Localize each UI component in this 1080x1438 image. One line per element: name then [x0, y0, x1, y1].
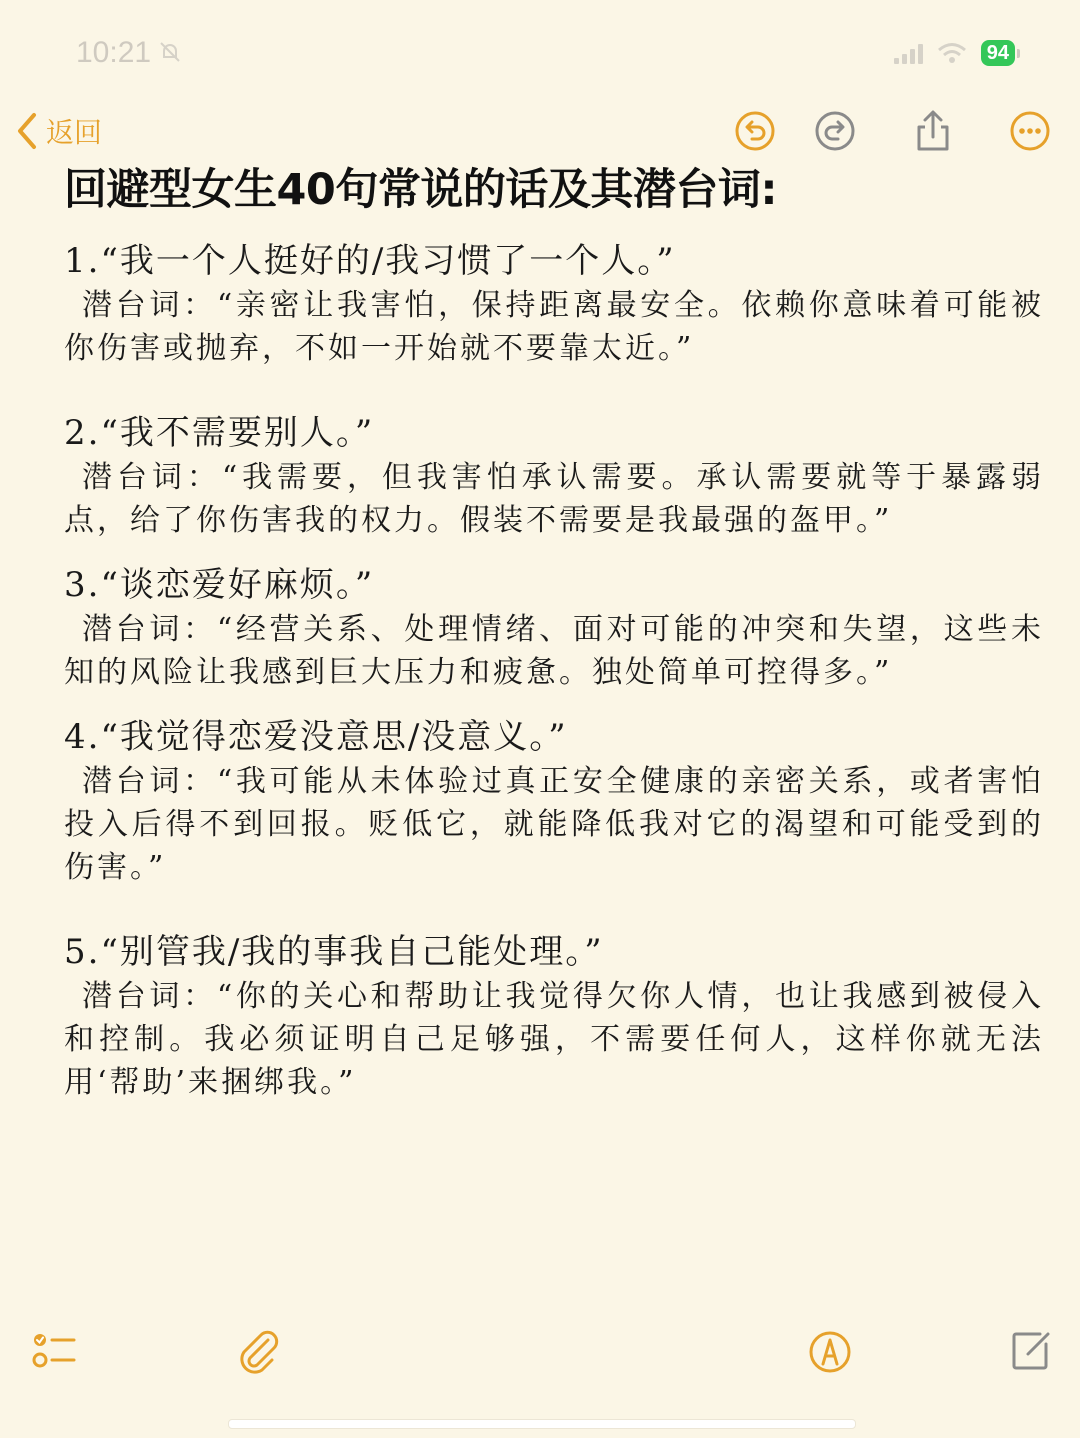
subtext-body: “我需要，但我害怕承认需要。承认需要就等于暴露弱点，给了你伤害我的权力。假装不需要是我最强的盔甲。”: [64, 460, 1045, 538]
entry-quote: 4.“我觉得恋爱没意思/没意义。”: [64, 717, 568, 757]
subtext-body: “经营关系、处理情绪、面对可能的冲突和失望，这些未知的风险让我感到巨大压力和疲惫。独处简单可控得多。”: [64, 612, 1044, 690]
home-indicator[interactable]: [228, 1419, 856, 1429]
note-body[interactable]: [64, 160, 1044, 1124]
attachment-icon[interactable]: [232, 1326, 282, 1376]
share-icon[interactable]: [911, 109, 955, 153]
battery-level: 94: [981, 40, 1015, 66]
chevron-left-icon: [14, 111, 40, 151]
note-entry: [64, 714, 1044, 889]
status-bar: [0, 0, 1080, 100]
status-time: 10:21: [76, 36, 152, 69]
back-button[interactable]: [14, 111, 102, 151]
note-entry: [64, 410, 1044, 542]
do-not-disturb-icon: [158, 40, 182, 64]
battery-icon: [1017, 49, 1020, 58]
status-right: [894, 40, 1020, 66]
subtext-label: 潜台词：: [82, 460, 222, 495]
entry-subtext: [64, 284, 1044, 370]
entry-quote: 5.“别管我/我的事我自己能处理。”: [64, 932, 604, 972]
entry-subtext: [64, 456, 1044, 542]
subtext-body: “你的关心和帮助让我觉得欠你人情，也让我感到被侵入和控制。我必须证明自己足够强，不需要任何人，这样你就无法用‘帮助’来捆绑我。”: [64, 979, 1044, 1100]
subtext-body: “亲密让我害怕，保持距离最安全。依赖你意味着可能被你伤害或抛弃，不如一开始就不要靠太近。”: [64, 288, 1044, 366]
note-entry: [64, 238, 1044, 370]
note-entry: [64, 562, 1044, 694]
entry-quote: 2.“我不需要别人。”: [64, 413, 375, 453]
subtext-label: 潜台词：: [82, 764, 217, 799]
checklist-icon[interactable]: [30, 1326, 80, 1376]
redo-icon[interactable]: [813, 109, 857, 153]
subtext-label: 潜台词：: [82, 979, 217, 1014]
entry-quote: 3.“谈恋爱好麻烦。”: [64, 565, 375, 605]
toolbar: [0, 105, 1080, 157]
note-entries: [64, 238, 1044, 1104]
entry-subtext: [64, 760, 1044, 889]
back-label: 返回: [46, 116, 103, 149]
compose-icon[interactable]: [1006, 1326, 1056, 1376]
more-options-icon[interactable]: [1008, 109, 1052, 153]
entry-quote: 1.“我一个人挺好的/我习惯了一个人。”: [64, 241, 676, 281]
markup-pen-icon[interactable]: [805, 1326, 855, 1376]
subtext-body: “我可能从未体验过真正安全健康的亲密关系，或者害怕投入后得不到回报。贬低它，就能降低我对它的渴望和可能受到的伤害。”: [64, 764, 1044, 885]
entry-subtext: [64, 608, 1044, 694]
subtext-label: 潜台词：: [82, 612, 217, 647]
cellular-signal-icon: [894, 42, 923, 64]
bottom-toolbar: [0, 1322, 1080, 1382]
note-entry: [64, 929, 1044, 1104]
wifi-icon: [937, 42, 967, 64]
entry-subtext: [64, 975, 1044, 1104]
note-title: 回避型女生40句常说的话及其潜台词:: [64, 165, 778, 215]
undo-icon[interactable]: [733, 109, 777, 153]
subtext-label: 潜台词：: [82, 288, 217, 323]
